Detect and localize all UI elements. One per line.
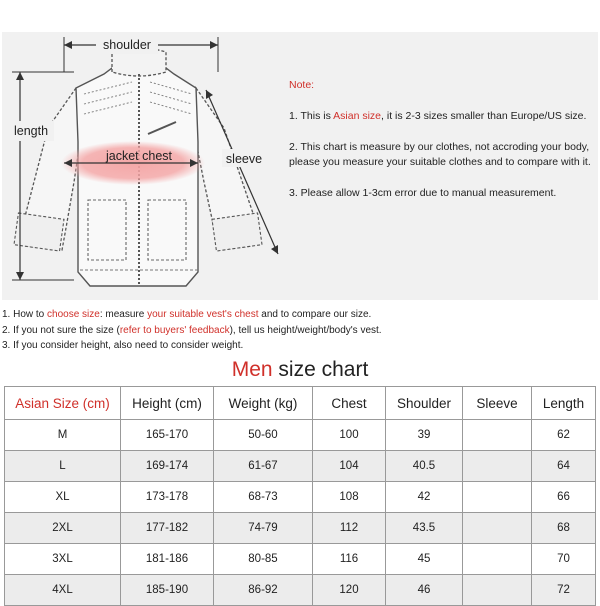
cell-sleeve <box>463 575 532 606</box>
cell-chest: 112 <box>313 513 386 544</box>
cell-size: M <box>5 420 121 451</box>
cell-size: 3XL <box>5 544 121 575</box>
instr-2b: refer to buyers' feedback <box>119 324 230 336</box>
cell-length: 72 <box>532 575 596 606</box>
cell-shoulder: 46 <box>386 575 463 606</box>
instr-1e: and to compare our size. <box>258 309 372 320</box>
table-row <box>5 420 596 451</box>
instr-2c: ), tell us height/weight/body's vest. <box>229 324 382 336</box>
cell-height: 185-190 <box>121 575 214 606</box>
cell-height: 177-182 <box>121 513 214 544</box>
cell-chest: 100 <box>313 420 386 451</box>
cell-height: 165-170 <box>121 420 214 451</box>
asian-size-highlight: Asian size <box>333 110 382 122</box>
instr-2a: 2. If you not sure the size ( <box>2 324 120 336</box>
table-row <box>5 544 596 575</box>
cell-weight: 74-79 <box>214 513 313 544</box>
cell-height: 173-178 <box>121 482 214 513</box>
cell-size: 4XL <box>5 575 121 606</box>
left-cuff <box>14 213 64 251</box>
cell-weight: 80-85 <box>214 544 313 575</box>
cell-shoulder: 40.5 <box>386 451 463 482</box>
cell-height: 181-186 <box>121 544 214 575</box>
table-row <box>5 513 596 544</box>
note-1-suffix: , it is 2-3 sizes smaller than Europe/US size. <box>381 110 587 122</box>
instr-1b: choose size <box>47 309 100 320</box>
cell-shoulder: 39 <box>386 420 463 451</box>
sleeve-label: sleeve <box>225 152 263 166</box>
length-label: length <box>13 124 49 138</box>
cell-size: 2XL <box>5 513 121 544</box>
cell-weight: 86-92 <box>214 575 313 606</box>
cell-shoulder: 45 <box>386 544 463 575</box>
cell-length: 62 <box>532 420 596 451</box>
table-row <box>5 482 596 513</box>
header-length: Length <box>532 387 596 420</box>
instruction-line-3: 3. If you consider height, also need to consider weight. <box>2 340 244 351</box>
table-header-row <box>5 387 596 420</box>
size-table <box>4 386 596 606</box>
table-row <box>5 575 596 606</box>
cell-sleeve <box>463 513 532 544</box>
header-height: Height (cm) <box>121 387 214 420</box>
cell-sleeve <box>463 544 532 575</box>
header-sleeve: Sleeve <box>463 387 532 420</box>
note-item-3: 3. Please allow 1-3cm error due to manual measurement. <box>289 187 557 199</box>
cell-size: L <box>5 451 121 482</box>
cell-chest: 108 <box>313 482 386 513</box>
cell-chest: 120 <box>313 575 386 606</box>
instr-1c: : measure <box>99 309 148 320</box>
right-cuff <box>212 213 262 251</box>
note-item-1 <box>289 109 595 124</box>
instr-1a: 1. How to <box>2 309 48 320</box>
note-item-2: 2. This chart is measure by our clothes, not accroding your body, please you measure your suitable clothes and to compare with it. <box>289 141 591 168</box>
cell-height: 169-174 <box>121 451 214 482</box>
cell-length: 64 <box>532 451 596 482</box>
title-men: Men <box>231 358 273 381</box>
cell-sleeve <box>463 451 532 482</box>
title-rest: size chart <box>272 358 369 381</box>
chest-label: jacket chest <box>105 149 173 163</box>
cell-sleeve <box>463 482 532 513</box>
cell-shoulder: 43.5 <box>386 513 463 544</box>
cell-chest: 116 <box>313 544 386 575</box>
cell-weight: 61-67 <box>214 451 313 482</box>
cell-length: 70 <box>532 544 596 575</box>
cell-size: XL <box>5 482 121 513</box>
instruction-line-1 <box>2 307 598 323</box>
chart-title <box>0 358 600 382</box>
note-1-prefix: 1. This is <box>289 110 334 122</box>
cell-weight: 68-73 <box>214 482 313 513</box>
table-row <box>5 451 596 482</box>
note-title: Note: <box>289 79 315 91</box>
cell-weight: 50-60 <box>214 420 313 451</box>
header-weight: Weight (kg) <box>214 387 313 420</box>
instr-1d: your suitable vest's chest <box>147 309 259 320</box>
cell-shoulder: 42 <box>386 482 463 513</box>
header-shoulder: Shoulder <box>386 387 463 420</box>
header-asian-size: Asian Size (cm) <box>5 387 121 420</box>
notes-block <box>289 78 595 217</box>
cell-length: 66 <box>532 482 596 513</box>
instruction-line-2 <box>2 323 598 339</box>
instructions-block <box>2 307 598 354</box>
shoulder-label: shoulder <box>103 38 151 52</box>
cell-length: 68 <box>532 513 596 544</box>
header-chest: Chest <box>313 387 386 420</box>
cell-chest: 104 <box>313 451 386 482</box>
cell-sleeve <box>463 420 532 451</box>
jacket-diagram <box>0 32 290 300</box>
